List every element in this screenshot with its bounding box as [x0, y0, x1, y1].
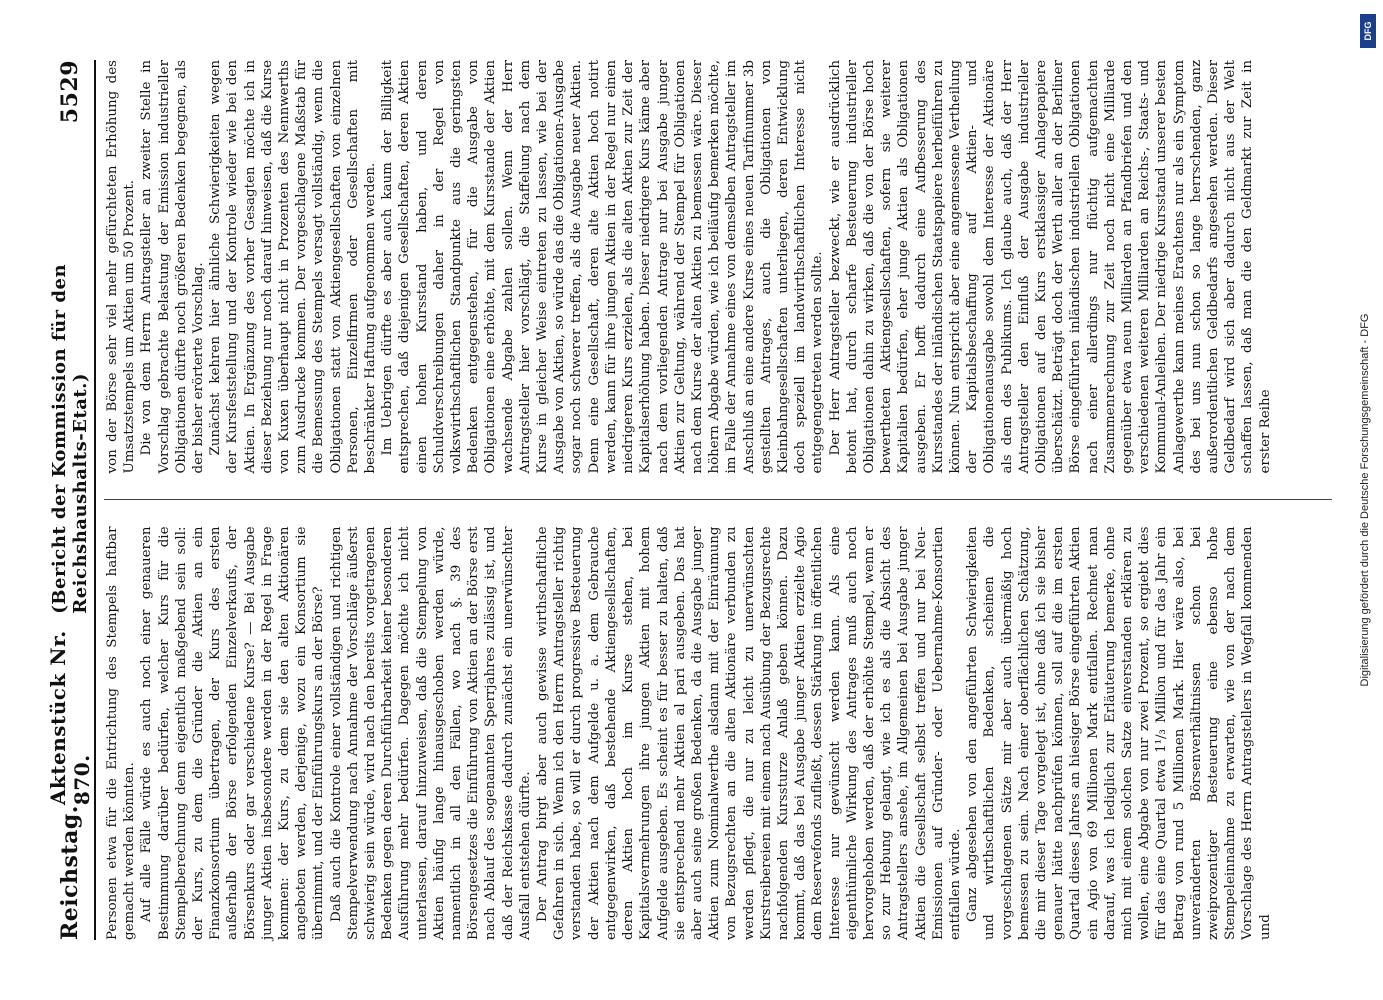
paragraph: Ganz abgesehen von den angeführten Schwierigkeiten und wirthschaftlichen Bedenken, scheinen die vorgeschlagenen Sätze mir aber auch übermäßig hoch bemessen zu sein. Nach einer oberflächlichen Schätzung, die mir dieser Tage vorgelegt ist, ohne daß ich sie bisher genauer hätte nachprüfen können, soll auf die im ersten Quartal dieses Jahres an hiesiger Börse eingeführten Aktien ein Agio von 69 Millionen Mark entfallen. Rechnet man darauf, was ich lediglich zur Erläuterung bemerke, ohne mich mit einem solchen Satze einverstanden erklären zu wollen, eine Abgabe von nur zwei Prozent, so ergiebt dies für das eine Quartal etwa 1¹/₃ Million und für das Jahr ein Betrag von rund 5 Millionen Mark. Hier wäre also, bei unveränderten Börsenverhältnissen schon bei zweiprozentiger Besteuerung eine ebenso hohe Stempeleinnahme zu erwarten, wie von der nach dem Vorschlage des Herrn Antragstellers in Wegfall kommenden und: [964, 526, 1273, 940]
page-header: [45, 60, 94, 940]
header-rule: [94, 60, 96, 940]
header-subtitle: (Bericht der Kommission für den Reichshaushalts-Etat.): [48, 263, 91, 614]
text-column-right: [104, 60, 1332, 474]
page-number: 5529: [56, 60, 83, 124]
paragraph: Daß auch die Kontrole einer vollständigen und richtigen Stempelverwendung nach Annahme der Vorschläge äußerst schwierig sein würde, wird nach den bereits vorgetragenen Bedenken gegen deren Durchführbarkeit keiner besonderen Ausführung mehr bedürfen. Dagegen möchte ich nicht unterlassen, darauf hinzuweisen, daß die Stempelung von Aktien häufig lange hinausgeschoben werden würde, namentlich in all den Fällen, wo nach §. 39 des Börsengesetzes die Einführung von Aktien an der Börse erst nach Ablauf des sogenannten Sperrjahres zulässig ist, und daß der Reichskasse dadurch zunächst ein unerwünschter Ausfall entstehen dürfte.: [328, 526, 533, 940]
header-left: Reichstag.: [56, 805, 83, 940]
credit-text: Digitalisierung gefördert durch die Deutsche Forschungsgemeinschaft - DFG: [1359, 313, 1371, 687]
paragraph: Personen etwa für die Entrichtung des Stempels haftbar gemacht werden könnten.: [104, 526, 137, 940]
paragraph: Die von dem Herrn Antragsteller an zweiter Stelle in Vorschlag gebrachte Belastung der Emission industrieller Obligationen dürfte noch größeren Bedenken begegnen, als der bisher erörterte Vorschlag.: [138, 60, 206, 474]
text-column-left: [104, 527, 1332, 941]
paragraph: Zunächst kehren hier ähnliche Schwierigkeiten wegen der Kursfeststellung und der Kontrole wieder wie bei den Aktien. In Ergänzung des vorher Gesagten möchte ich in dieser Beziehung nur noch darauf hinweisen, daß die Kurse von Kuxen überhaupt nicht in Prozenten des Nennwerths zum Ausdrucke kommen. Der vorgeschlagene Maßstab für die Bemessung des Stempels versagt vollständig, wenn die Obligationen statt von Aktiengesellschaften von einzelnen Personen, Einzelfirmen oder Gesellschaften mit beschränkter Haftung aufgenommen werden.: [207, 60, 378, 474]
digitization-credit: [1353, 0, 1377, 1000]
paragraph: von der Börse sehr viel mehr gefürchteten Erhöhung des Umsatzstempels um Aktien um 50 Prozent.: [104, 60, 137, 474]
header-center: Aktenstück Nr. 870.: [45, 630, 94, 806]
column-divider: [104, 500, 1332, 501]
paragraph: Der Herr Antragsteller bezweckt, wie er ausdrücklich betont hat, durch scharfe Besteuerung industrieller Obligationen dahin zu wirken, daß die von der Börse hoch bewertheten Aktiengesellschaften, sofern sie weiterer Kapitalien bedürfen, eher junge Aktien als Obligationen ausgeben. Er hofft dadurch eine Aufbesserung des Kursstandes der inländischen Staatspapiere herbeiführen zu können. Nun entspricht aber eine angemessene Vertheilung der Kapitalsbeschaffung auf Aktien- und Obligationenausgabe sowohl dem Interesse der Aktionäre als dem des Publikums. Ich glaube auch, daß der Herr Antragsteller den Einfluß der Ausgabe industrieller Obligationen auf den Kurs erstklassiger Anlagepapiere überschätzt. Beträgt doch der Werth aller an der Berliner Börse eingeführten inländischen industriellen Obligationen nach einer allerdings nur flüchtig aufgemachten Zusammenrechnung zur Zeit noch nicht eine Milliarde gegenüber etwa neun Milliarden an Pfandbriefen und den verschiedenen weiteren Milliarden an Reichs-, Staats- und Kommunal-Anleihen. Der niedrige Kursstand unserer besten Anlagewerthe kann meines Erachtens nur als ein Symptom des bei uns nun schon so lange herrschenden, ganz außerordentlichen Geldbedarfs angesehen werden. Dieser Geldbedarf wird sich aber dadurch nicht aus der Welt schaffen lassen, daß man die den Geldmarkt zur Zeit in erster Reihe: [827, 60, 1273, 474]
text-columns: [104, 60, 1332, 940]
dfg-logo: [1360, 14, 1376, 48]
paragraph: Im Uebrigen dürfte es aber auch kaum der Billigkeit entsprechen, daß diejenigen Gesellschaften, deren Aktien einen hohen Kursstand haben, und deren Schuldverschreibungen daher in der Regel von volkswirthschaftlichen Standpunkte aus die geringsten Bedenken entgegenstehen, für die Ausgabe von Obligationen eine erhöhte, mit dem Kursstande der Aktien wachsende Abgabe zahlen sollen. Wenn der Herr Antragsteller hier vorschlägt, die Staffelung nach dem Kurse in gleicher Weise eintreten zu lassen, wie bei der Ausgabe von Aktien, so würde das die Obligationen-Ausgabe sogar noch schwerer treffen, als die Ausgabe neuer Aktien. Denn eine Gesellschaft, deren alte Aktien hoch notirt werden, kann für ihre jungen Aktien in der Regel nur einen niedrigeren Kurs erzielen, als die alten Aktien zur Zeit der Kapitalserhöhung haben. Dieser niedrigere Kurs käme aber nach dem vorliegenden Antrage nur bei Ausgabe junger Aktien zur Geltung, während der Stempel für Obligationen nach dem Kurse der alten Aktien zu bemessen wäre. Dieser höhern Abgabe würden, wie ich beiläufig bemerken möchte, im Falle der Annahme eines von demselben Antragsteller im Anschluß an eine andere Kurse eines neuen Tarifnummer 3b gestellten Antrages, auch die Obligationen von Kleinbahngesellschaften unterliegen, deren Entwicklung doch speziell im landwirthschaftlichen Interesse nicht entgegengetreten werden sollte.: [379, 60, 825, 474]
dfg-logo-text: DFG: [1363, 21, 1373, 41]
paragraph: Auf alle Fälle würde es auch noch einer genaueren Bestimmung darüber bedürfen, welcher Kurs für die Stempelberechnung denn eigentlich maßgebend sein soll: der Kurs, zu dem die Gründer die Aktien an ein Finanzkonsortium übertragen, der Kurs des ersten außerhalb der Börse erfolgenden Einzelverkaufs, der Börsenkurs oder gar verschiedene Kurse? — Bei Ausgabe junger Aktien insbesondere werden in der Regel in Frage kommen: der Kurs, zu dem sie den alten Aktionären angeboten werden, derjenige, wozu ein Konsortium sie übernimmt, und der Einführungskurs an der Börse?: [138, 526, 326, 940]
rotated-page: [32, 30, 1352, 970]
paragraph: Der Antrag birgt aber auch gewisse wirthschaftliche Gefahren in sich. Wenn ich den Herrn Antragsteller richtig verstanden habe, so will er durch progressive Besteuerung der Aktien nach dem Aufgelde u. a. dem Gebrauche entgegenwirken, daß bestehende Aktiengesellschaften, deren Aktien hoch im Kurse stehen, bei Kapitalsvermehrungen ihre jungen Aktien mit hohem Aufgelde ausgeben. Es scheint es für besser zu halten, daß sie entsprechend mehr Aktien al pari ausgeben. Das hat aber auch seine großen Bedenken, da die Ausgabe junger Aktien zum Nominalwerthe alsdann mit der Einräumung von Bezugsrechten an die alten Aktionäre verbunden zu werden pflegt, die nur zu leicht zu unerwünschten Kurstreibereien mit einem nach Ausübung der Bezugsrechte nachfolgenden Kurssturze Anlaß geben können. Dazu kommt, daß das bei Ausgabe junger Aktien erzielte Agio dem Reservefonds zufließt, dessen Stärkung im öffentlichen Interesse nur gewünscht werden kann. Als eine eigenthümliche Wirkung des Antrages muß auch noch hervorgehoben werden, daß der erhöhte Stempel, wenn er so zur Hebung gelangt, wie ich es als die Absicht des Antragstellers ansehe, im Allgemeinen bei Ausgabe junger Aktien die Gesellschaft selbst treffen und nur bei Neu-Emissionen auf Gründer- oder Uebernahme-Konsortien entfallen würde.: [534, 526, 963, 940]
